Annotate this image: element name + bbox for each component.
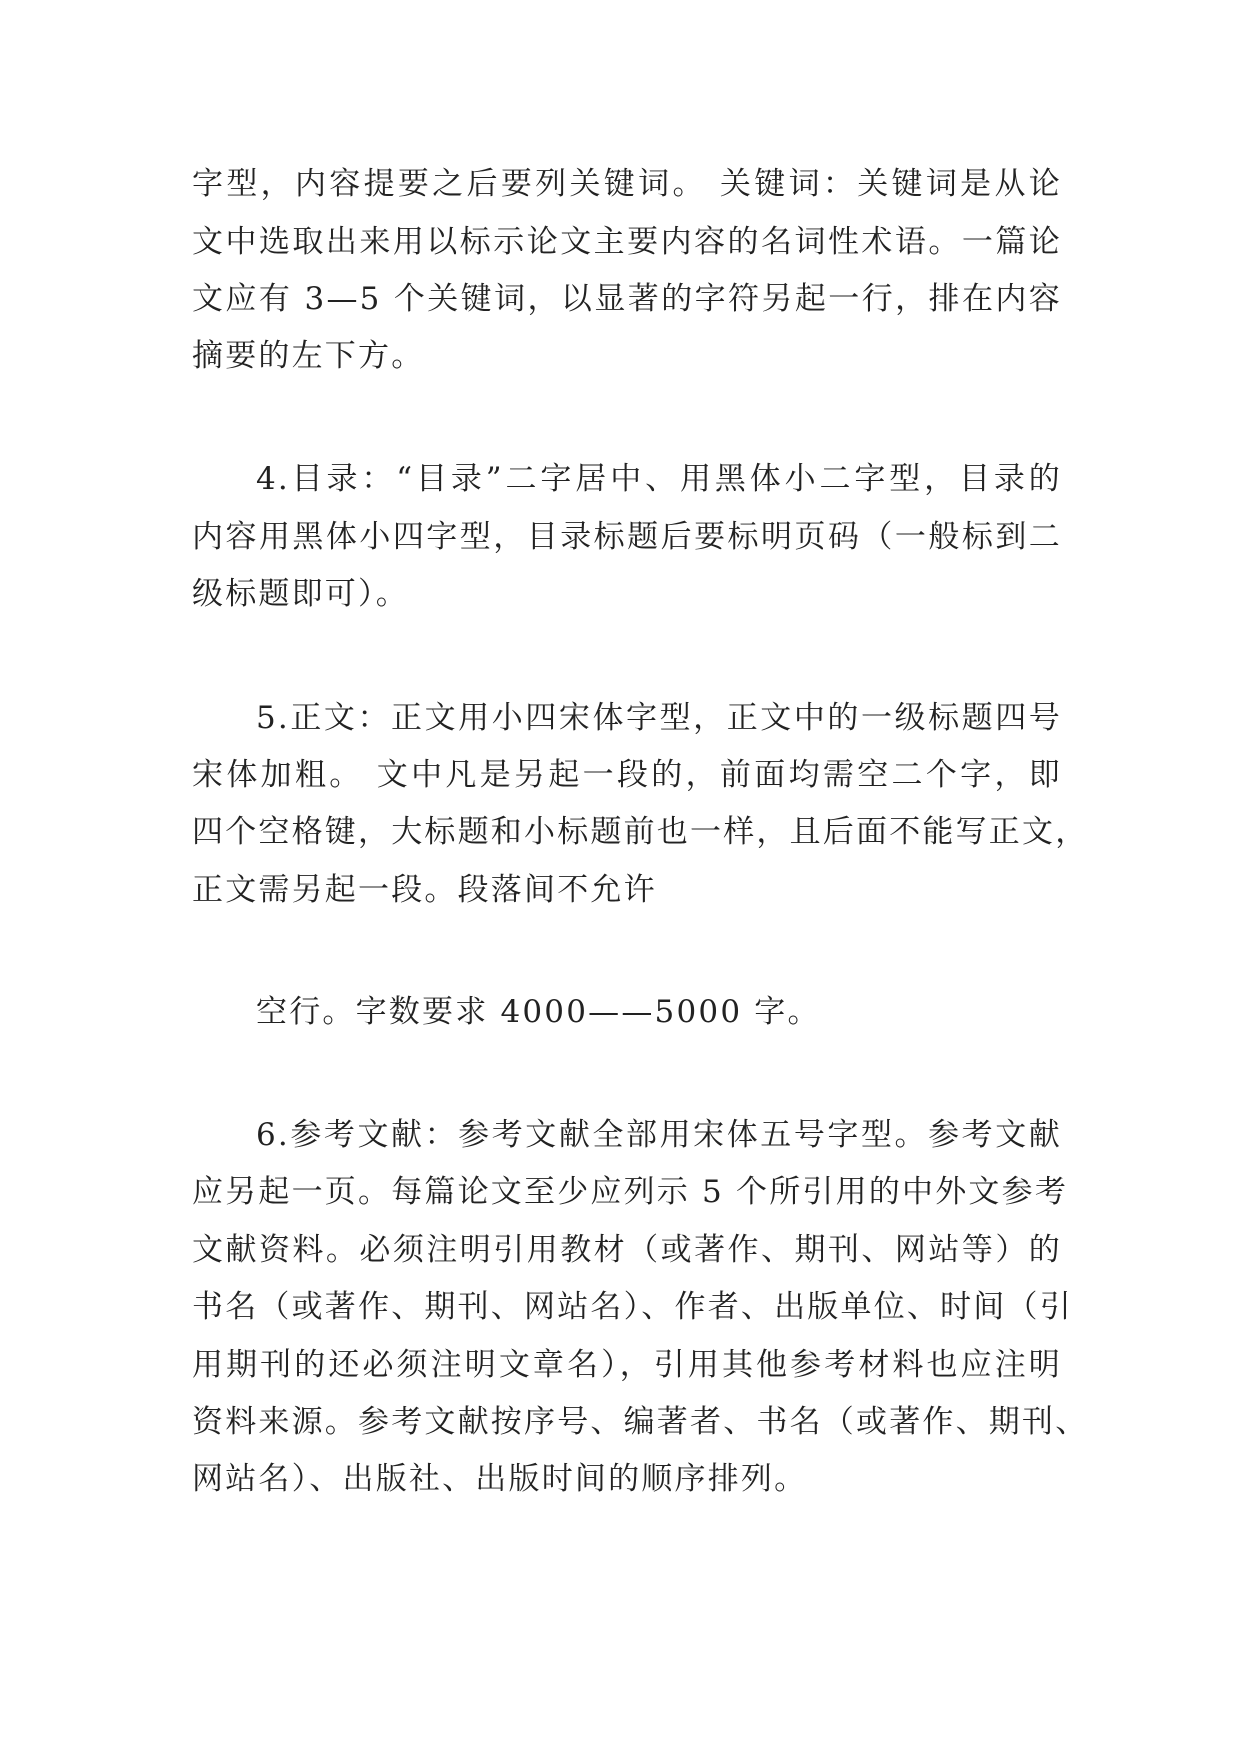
text-line: 内容用黑体小四字型，目录标题后要标明页码（一般标到二 bbox=[192, 519, 1062, 555]
text-line: 网站名）、出版社、出版时间的顺序排列。 bbox=[192, 1461, 808, 1497]
text-line: 文献资料。必须注明引用教材（或著作、期刊、网站等）的 bbox=[192, 1232, 1062, 1268]
text-line: 书名（或著作、期刊、网站名）、作者、出版单位、时间（引 bbox=[192, 1289, 1073, 1325]
text-line: 6.参考文献：参考文献全部用宋体五号字型。参考文献 bbox=[256, 1117, 1062, 1153]
text-line: 级标题即可）。 bbox=[192, 576, 409, 612]
text-line: 5.正文：正文用小四宋体字型，正文中的一级标题四号 bbox=[256, 700, 1062, 736]
text-line: 应另起一页。每篇论文至少应列示 5 个所引用的中外文参考 bbox=[192, 1174, 1069, 1210]
text-line: 用期刊的还必须注明文章名），引用其他参考材料也应注明 bbox=[192, 1347, 1062, 1383]
text-line: 文应有 3—5 个关键词，以显著的字符另起一行，排在内容 bbox=[192, 281, 1062, 317]
text-line: 字型，内容提要之后要列关键词。 关键词：关键词是从论 bbox=[192, 166, 1062, 202]
text-line: 4.目录：“目录”二字居中、用黑体小二字型，目录的 bbox=[256, 461, 1062, 497]
text-line: 文中选取出来用以标示论文主要内容的名词性术语。一篇论 bbox=[192, 224, 1062, 260]
text-line: 正文需另起一段。段落间不允许 bbox=[192, 872, 657, 908]
text-line: 摘要的左下方。 bbox=[192, 338, 425, 374]
text-line: 四个空格键，大标题和小标题前也一样，且后面不能写正文， bbox=[192, 814, 1089, 850]
text-line: 资料来源。参考文献按序号、编著者、书名（或著作、期刊、 bbox=[192, 1404, 1089, 1440]
text-line: 宋体加粗。 文中凡是另起一段的，前面均需空二个字，即 bbox=[192, 757, 1062, 793]
text-line: 空行。字数要求 4000——5000 字。 bbox=[256, 994, 821, 1030]
